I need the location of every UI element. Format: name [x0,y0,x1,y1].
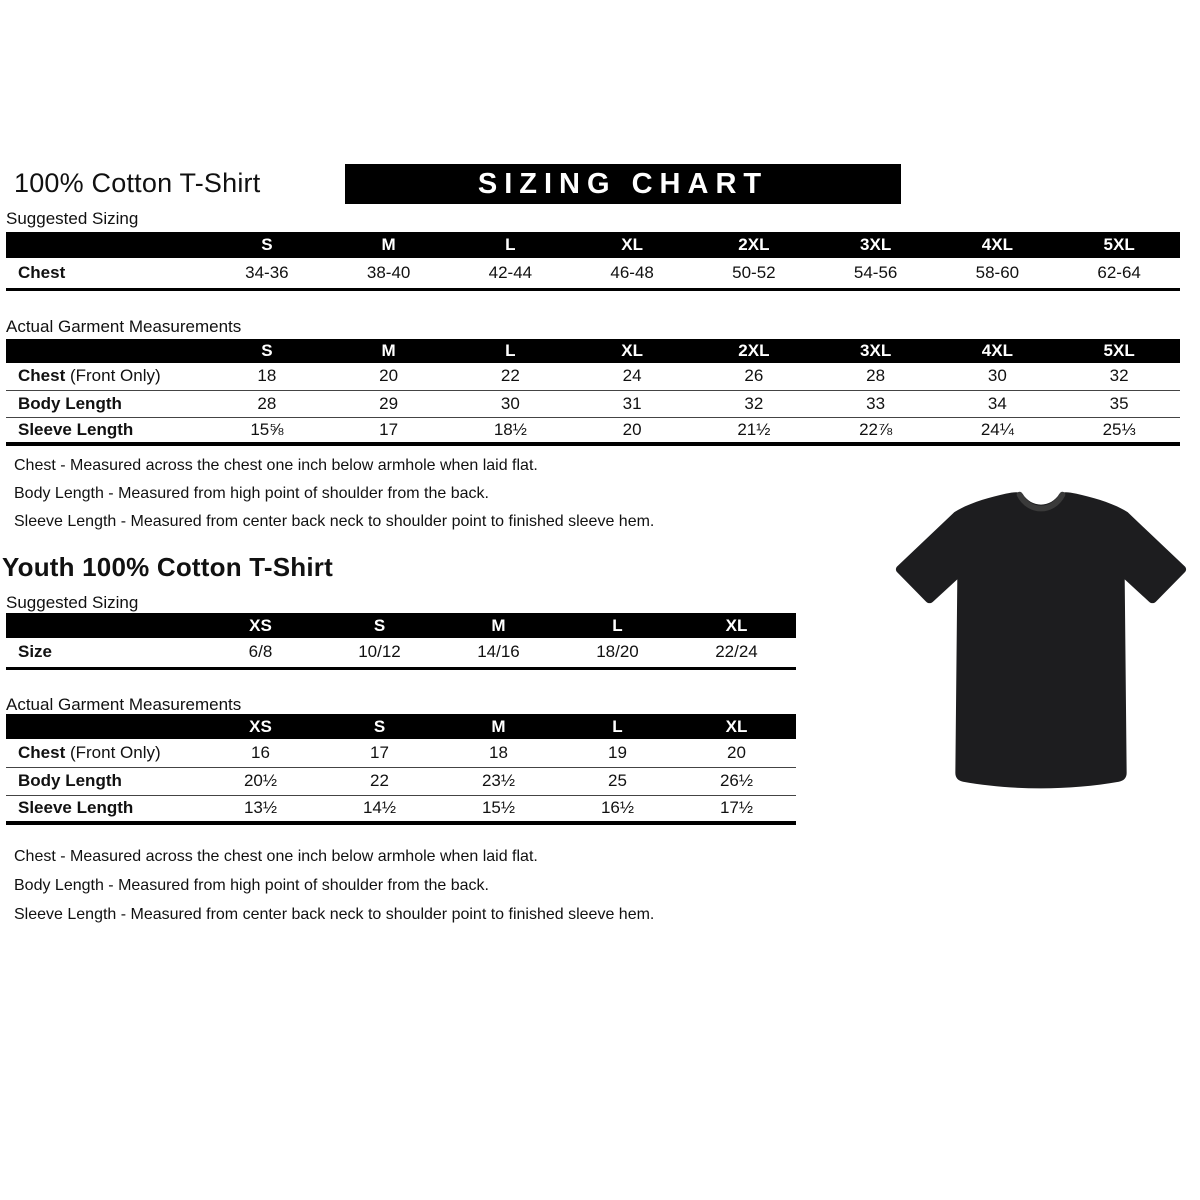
size-column-header: 4XL [937,339,1059,363]
measurement-value: 58-60 [937,258,1059,289]
measurement-value: 14½ [320,795,439,823]
measurement-value: 16 [201,739,320,767]
measurement-value: 18 [439,739,558,767]
measurement-value: 34 [937,390,1059,417]
youth-actual-measurements-label: Actual Garment Measurements [6,695,242,714]
row-label: Chest [6,258,206,289]
measurement-value: 25⅓ [1058,417,1180,444]
measurement-value: 14/16 [439,638,558,668]
youth-notes [14,842,654,929]
measurement-value: 17½ [677,795,796,823]
size-column-header: L [450,339,572,363]
row-label: Sleeve Length [6,417,206,444]
size-column-header: M [439,613,558,638]
measurement-row [6,417,1180,444]
measurement-value: 28 [815,363,937,390]
measurement-value: 34-36 [206,258,328,289]
measurement-value: 18/20 [558,638,677,668]
tshirt-body [896,492,1186,788]
row-label: Body Length [6,390,206,417]
measurement-value: 32 [1058,363,1180,390]
measurement-value: 31 [571,390,693,417]
measurement-value: 26 [693,363,815,390]
size-column-header: S [320,714,439,739]
measurement-value: 32 [693,390,815,417]
size-column-header: S [320,613,439,638]
size-header-row [6,232,1180,258]
measurement-value: 30 [450,390,572,417]
size-column-header: S [206,232,328,258]
row-label: Sleeve Length [6,795,201,823]
measurement-value: 20 [677,739,796,767]
size-column-header: L [558,714,677,739]
row-label: Body Length [6,767,201,795]
youth-actual-measurements-table [6,714,796,825]
measurement-value: 17 [328,417,450,444]
measurement-value: 22/24 [677,638,796,668]
size-column-header: XS [201,714,320,739]
size-column-header: XL [677,613,796,638]
size-column-header: M [328,339,450,363]
header-corner-cell [6,339,206,363]
measurement-value: 50-52 [693,258,815,289]
measurement-row [6,258,1180,289]
adult-suggested-sizing-label: Suggested Sizing [6,209,139,228]
measurement-value: 13½ [201,795,320,823]
note-sleeve-length: Sleeve Length - Measured from center back neck to shoulder point to finished sleeve hem. [14,906,655,923]
size-column-header: XL [677,714,796,739]
measurement-value: 10/12 [320,638,439,668]
size-column-header: L [450,232,572,258]
measurement-value: 62-64 [1058,258,1180,289]
size-header-row [6,714,796,739]
adult-actual-measurements-label: Actual Garment Measurements [6,317,242,336]
measurement-row [6,390,1180,417]
measurement-value: 35 [1058,390,1180,417]
adult-title: 100% Cotton T-Shirt [14,168,261,198]
measurement-value: 46-48 [571,258,693,289]
measurement-row [6,363,1180,390]
size-header-row [6,613,796,638]
row-label: Size [6,638,201,668]
measurement-value: 19 [558,739,677,767]
adult-suggested-sizing-table [6,232,1180,291]
measurement-row [6,767,796,795]
measurement-value: 30 [937,363,1059,390]
size-column-header: L [558,613,677,638]
measurement-value: 15⅝ [206,417,328,444]
note-chest: Chest - Measured across the chest one inch below armhole when laid flat. [14,848,538,865]
measurement-value: 6/8 [201,638,320,668]
size-column-header: 3XL [815,339,937,363]
row-label: Chest (Front Only) [6,739,201,767]
measurement-value: 17 [320,739,439,767]
measurement-row [6,638,796,668]
size-column-header: M [439,714,558,739]
note-body-length: Body Length - Measured from high point of shoulder from the back. [14,485,489,502]
measurement-value: 18½ [450,417,572,444]
size-column-header: 5XL [1058,232,1180,258]
measurement-value: 21½ [693,417,815,444]
measurement-value: 26½ [677,767,796,795]
tshirt-collar-icon [1020,495,1063,509]
measurement-value: 24¼ [937,417,1059,444]
measurement-value: 33 [815,390,937,417]
row-label: Chest (Front Only) [6,363,206,390]
size-column-header: 3XL [815,232,937,258]
size-header-row [6,339,1180,363]
size-column-header: 2XL [693,339,815,363]
note-sleeve-length: Sleeve Length - Measured from center back neck to shoulder point to finished sleeve hem. [14,513,655,530]
size-column-header: M [328,232,450,258]
size-column-header: 2XL [693,232,815,258]
note-chest: Chest - Measured across the chest one inch below armhole when laid flat. [14,457,538,474]
header-corner-cell [6,613,201,638]
measurement-value: 25 [558,767,677,795]
size-column-header: XL [571,232,693,258]
size-column-header: XS [201,613,320,638]
youth-title: Youth 100% Cotton T-Shirt [2,552,333,582]
measurement-value: 23½ [439,767,558,795]
adult-notes [14,452,654,536]
measurement-value: 22 [320,767,439,795]
measurement-value: 20 [571,417,693,444]
adult-actual-measurements-table [6,339,1180,446]
measurement-value: 38-40 [328,258,450,289]
measurement-value: 54-56 [815,258,937,289]
youth-suggested-sizing-label: Suggested Sizing [6,593,139,612]
tshirt-image [895,477,1187,815]
measurement-value: 18 [206,363,328,390]
note-body-length: Body Length - Measured from high point of shoulder from the back. [14,877,489,894]
sizing-chart-banner: SIZING CHART [345,164,901,204]
measurement-row [6,739,796,767]
measurement-row [6,795,796,823]
size-column-header: S [206,339,328,363]
measurement-value: 15½ [439,795,558,823]
measurement-value: 22 [450,363,572,390]
measurement-value: 24 [571,363,693,390]
size-column-header: 4XL [937,232,1059,258]
header-corner-cell [6,232,206,258]
size-column-header: XL [571,339,693,363]
header-corner-cell [6,714,201,739]
size-column-header: 5XL [1058,339,1180,363]
youth-suggested-sizing-table [6,613,796,670]
measurement-value: 28 [206,390,328,417]
measurement-value: 22⅞ [815,417,937,444]
measurement-value: 20½ [201,767,320,795]
measurement-value: 42-44 [450,258,572,289]
measurement-value: 20 [328,363,450,390]
measurement-value: 16½ [558,795,677,823]
measurement-value: 29 [328,390,450,417]
